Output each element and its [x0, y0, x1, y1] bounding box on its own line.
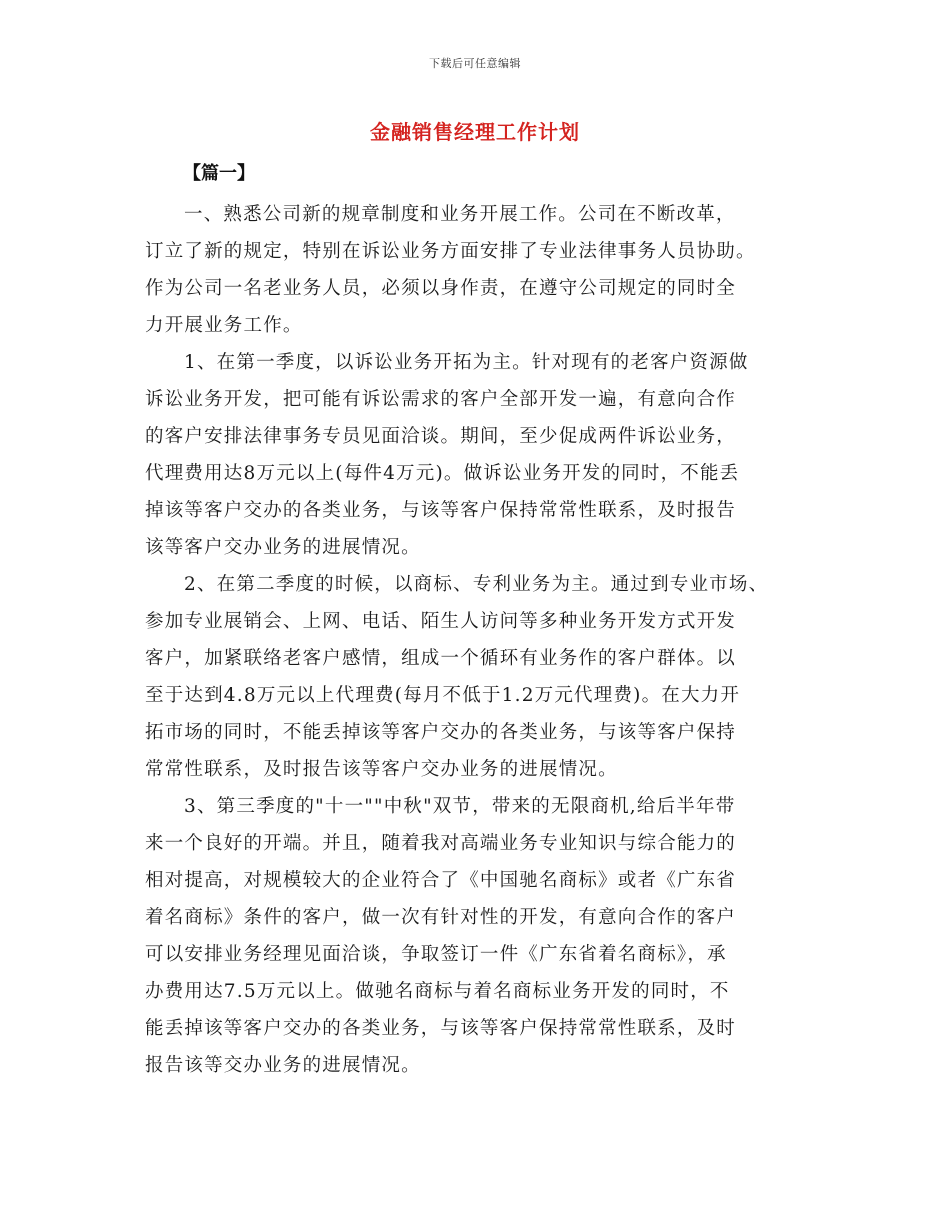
text-line: 力开展业务工作。 — [145, 315, 303, 336]
text-line: 代理费用达8万元以上(每件4万元)。做诉讼业务开发的同时，不能丢 — [145, 463, 740, 484]
text-line: 来一个良好的开端。并且，随着我对高端业务专业知识与综合能力的 — [145, 833, 737, 854]
text-line: 一、熟悉公司新的规章制度和业务开展工作。公司在不断改革， — [184, 204, 736, 225]
text-line: 能丢掉该等客户交办的各类业务，与该等客户保持常常性联系，及时 — [145, 1018, 737, 1039]
text-line: 办费用达7.5万元以上。做驰名商标与着名商标业务开发的同时，不 — [145, 981, 730, 1002]
paragraph-intro — [145, 196, 825, 344]
header-note: 下载后可任意编辑 — [429, 57, 521, 70]
text-line: 的客户安排法律事务专员见面洽谈。期间，至少促成两件诉讼业务， — [145, 426, 737, 447]
text-line: 至于达到4.8万元以上代理费(每月不低于1.2万元代理费)。在大力开 — [145, 685, 741, 706]
text-line: 可以安排业务经理见面洽谈，争取签订一件《广东省着名商标》，承 — [145, 944, 727, 965]
text-line: 作为公司一名老业务人员，必须以身作责，在遵守公司规定的同时全 — [145, 278, 737, 299]
text-line: 参加专业展销会、上网、电话、陌生人访问等多种业务开发方式开发 — [145, 611, 737, 632]
text-line: 2、在第二季度的时候，以商标、专利业务为主。通过到专业市场、 — [184, 574, 769, 595]
text-line: 诉讼业务开发，把可能有诉讼需求的客户全部开发一遍，有意向合作 — [145, 389, 737, 410]
paragraph-q2 — [145, 566, 825, 788]
paragraph-q1 — [145, 344, 825, 566]
text-line: 该等客户交办业务的进展情况。 — [145, 537, 421, 558]
section-label: 【篇一】 — [183, 163, 255, 184]
text-line: 1、在第一季度，以诉讼业务开拓为主。针对现有的老客户资源做 — [184, 352, 749, 373]
paragraph-q3 — [145, 788, 825, 1084]
text-line: 报告该等交办业务的进展情况。 — [145, 1055, 421, 1076]
text-line: 相对提高，对规模较大的企业符合了《中国驰名商标》或者《广东省 — [145, 870, 737, 891]
document-title: 金融销售经理工作计划 — [370, 120, 580, 144]
body-text — [145, 196, 825, 1084]
text-line: 3、第三季度的"十一""中秋"双节，带来的无限商机,给后半年带 — [184, 796, 736, 817]
text-line: 着名商标》条件的客户，做一次有针对性的开发，有意向合作的客户 — [145, 907, 737, 928]
text-line: 常常性联系，及时报告该等客户交办业务的进展情况。 — [145, 759, 618, 780]
text-line: 掉该等客户交办的各类业务，与该等客户保持常常性联系，及时报告 — [145, 500, 737, 521]
text-line: 客户，加紧联络老客户感情，组成一个循环有业务作的客户群体。以 — [145, 648, 737, 669]
text-line: 拓市场的同时，不能丢掉该等客户交办的各类业务，与该等客户保持 — [145, 722, 737, 743]
text-line: 订立了新的规定，特别在诉讼业务方面安排了专业法律事务人员协助。 — [145, 241, 756, 262]
